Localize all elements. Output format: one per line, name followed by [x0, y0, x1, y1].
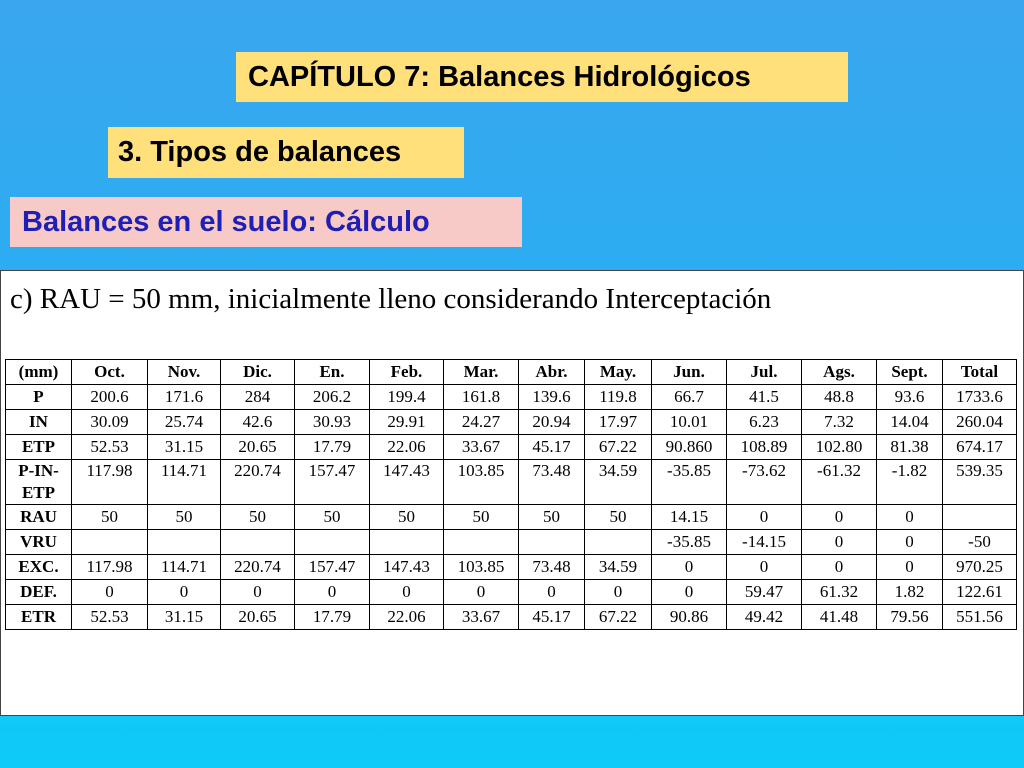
table-cell: 73.48 — [519, 460, 585, 505]
table-cell: -14.15 — [727, 530, 802, 555]
table-cell: 0 — [802, 555, 877, 580]
table-cell: 122.61 — [943, 580, 1017, 605]
row-label-text: IN — [29, 412, 48, 431]
table-cell: 33.67 — [444, 605, 519, 630]
table-cell: 1733.6 — [943, 385, 1017, 410]
table-cell: 157.47 — [295, 555, 370, 580]
table-cell: 0 — [221, 580, 295, 605]
col-header: Nov. — [148, 360, 221, 385]
col-header: (mm) — [6, 360, 72, 385]
table-cell: 90.86 — [652, 605, 727, 630]
table-cell: 17.97 — [585, 410, 652, 435]
table-cell: 206.2 — [295, 385, 370, 410]
table-cell — [370, 530, 444, 555]
row-label-text: EXC. — [18, 557, 59, 576]
row-label-text: P-IN- — [18, 461, 59, 480]
table-cell: 147.43 — [370, 460, 444, 505]
row-label-text: VRU — [20, 532, 57, 551]
table-cell: 90.860 — [652, 435, 727, 460]
table-cell — [943, 505, 1017, 530]
table-cell: 0 — [877, 530, 943, 555]
table-cell: 45.17 — [519, 435, 585, 460]
row-label-text: DEF. — [20, 582, 57, 601]
table-cell: 50 — [295, 505, 370, 530]
table-cell: 20.65 — [221, 605, 295, 630]
table-cell: 220.74 — [221, 460, 295, 505]
row-label — [6, 410, 72, 435]
table-cell: 22.06 — [370, 435, 444, 460]
table-row — [6, 435, 1017, 460]
table-cell — [519, 530, 585, 555]
table-cell: 147.43 — [370, 555, 444, 580]
table-cell: 0 — [295, 580, 370, 605]
table-cell: 10.01 — [652, 410, 727, 435]
table-cell: 30.93 — [295, 410, 370, 435]
table-cell: 17.79 — [295, 435, 370, 460]
table-row — [6, 385, 1017, 410]
table-cell — [585, 530, 652, 555]
table-cell: 34.59 — [585, 460, 652, 505]
table-cell: 49.42 — [727, 605, 802, 630]
table-cell: -73.62 — [727, 460, 802, 505]
table-cell: 41.5 — [727, 385, 802, 410]
col-header: Oct. — [72, 360, 148, 385]
table-cell: 25.74 — [148, 410, 221, 435]
table-cell: 199.4 — [370, 385, 444, 410]
table-row — [6, 555, 1017, 580]
table-cell: 50 — [519, 505, 585, 530]
col-header: Mar. — [444, 360, 519, 385]
table-cell: 7.32 — [802, 410, 877, 435]
table-cell: 0 — [802, 505, 877, 530]
table-cell: 551.56 — [943, 605, 1017, 630]
table-cell: 50 — [585, 505, 652, 530]
table-cell: 73.48 — [519, 555, 585, 580]
table-cell: 20.65 — [221, 435, 295, 460]
table-cell — [295, 530, 370, 555]
table-cell: 0 — [519, 580, 585, 605]
table-cell: 0 — [652, 580, 727, 605]
table-cell: 103.85 — [444, 460, 519, 505]
table-cell: 81.38 — [877, 435, 943, 460]
table-cell: 20.94 — [519, 410, 585, 435]
col-header: Feb. — [370, 360, 444, 385]
table-cell: 0 — [72, 580, 148, 605]
table-cell: 50 — [148, 505, 221, 530]
col-header: Jul. — [727, 360, 802, 385]
table-cell: 59.47 — [727, 580, 802, 605]
row-label — [6, 435, 72, 460]
table-cell: 48.8 — [802, 385, 877, 410]
table-cell: 50 — [72, 505, 148, 530]
table-cell — [221, 530, 295, 555]
col-header: En. — [295, 360, 370, 385]
content-panel — [0, 270, 1024, 716]
table-cell: 14.04 — [877, 410, 943, 435]
table-cell: 114.71 — [148, 555, 221, 580]
col-header: Abr. — [519, 360, 585, 385]
table-cell: 41.48 — [802, 605, 877, 630]
table-heading: c) RAU = 50 mm, inicialmente lleno considerando Interceptación — [10, 283, 772, 315]
col-header: Dic. — [221, 360, 295, 385]
table-cell — [148, 530, 221, 555]
table-cell: 0 — [802, 530, 877, 555]
col-header: Total — [943, 360, 1017, 385]
table-cell: 0 — [877, 555, 943, 580]
table-cell: -50 — [943, 530, 1017, 555]
row-label-text: ETP — [21, 437, 56, 456]
section-title: 3. Tipos de balances — [108, 127, 464, 178]
table-row — [6, 530, 1017, 555]
row-label — [6, 505, 72, 530]
table-cell: 52.53 — [72, 435, 148, 460]
table-cell: 79.56 — [877, 605, 943, 630]
row-label — [6, 605, 72, 630]
table-cell: 260.04 — [943, 410, 1017, 435]
table-cell: 171.6 — [148, 385, 221, 410]
row-label — [6, 460, 72, 505]
table-cell: 52.53 — [72, 605, 148, 630]
row-label-text: ETR — [21, 607, 56, 626]
table-cell: 33.67 — [444, 435, 519, 460]
row-label — [6, 385, 72, 410]
table-header-row — [6, 360, 1017, 385]
table-cell: 102.80 — [802, 435, 877, 460]
table-cell: 0 — [727, 505, 802, 530]
table-cell: 17.79 — [295, 605, 370, 630]
table-cell: 0 — [652, 555, 727, 580]
row-label — [6, 555, 72, 580]
table-cell: -1.82 — [877, 460, 943, 505]
table-cell: 50 — [444, 505, 519, 530]
table-row — [6, 410, 1017, 435]
row-label — [6, 580, 72, 605]
table-cell: 0 — [370, 580, 444, 605]
table-cell: 93.6 — [877, 385, 943, 410]
table-cell: 284 — [221, 385, 295, 410]
table-cell: 22.06 — [370, 605, 444, 630]
table-row — [6, 605, 1017, 630]
table-cell — [72, 530, 148, 555]
table-cell: 14.15 — [652, 505, 727, 530]
chapter-title: CAPÍTULO 7: Balances Hidrológicos — [236, 52, 848, 102]
table-cell: 31.15 — [148, 435, 221, 460]
table-cell: 29.91 — [370, 410, 444, 435]
table-cell: -35.85 — [652, 530, 727, 555]
table-cell: 6.23 — [727, 410, 802, 435]
table-cell: 117.98 — [72, 460, 148, 505]
col-header: Sept. — [877, 360, 943, 385]
table-cell: 30.09 — [72, 410, 148, 435]
table-cell: 0 — [585, 580, 652, 605]
water-balance-table — [5, 359, 1017, 630]
table-cell: 220.74 — [221, 555, 295, 580]
table-cell: 539.35 — [943, 460, 1017, 505]
row-label-text: RAU — [20, 507, 57, 526]
subsection-title: Balances en el suelo: Cálculo — [10, 197, 522, 247]
col-header: May. — [585, 360, 652, 385]
table-cell: 31.15 — [148, 605, 221, 630]
col-header: Ags. — [802, 360, 877, 385]
table-cell: 0 — [877, 505, 943, 530]
table-cell: 0 — [444, 580, 519, 605]
table-cell: 674.17 — [943, 435, 1017, 460]
table-cell — [444, 530, 519, 555]
table-cell: 970.25 — [943, 555, 1017, 580]
table-row — [6, 460, 1017, 505]
table-cell: 24.27 — [444, 410, 519, 435]
table-cell: 67.22 — [585, 605, 652, 630]
table-cell: 1.82 — [877, 580, 943, 605]
table-cell: -61.32 — [802, 460, 877, 505]
table-cell: 45.17 — [519, 605, 585, 630]
row-label — [6, 530, 72, 555]
table-cell: 67.22 — [585, 435, 652, 460]
table-cell: 0 — [148, 580, 221, 605]
table-row — [6, 580, 1017, 605]
table-cell: 61.32 — [802, 580, 877, 605]
table-cell: 42.6 — [221, 410, 295, 435]
table-cell: 108.89 — [727, 435, 802, 460]
table-cell: 103.85 — [444, 555, 519, 580]
table-cell: 0 — [727, 555, 802, 580]
table-cell: 119.8 — [585, 385, 652, 410]
table-cell: 157.47 — [295, 460, 370, 505]
table-cell: 139.6 — [519, 385, 585, 410]
table-cell: 114.71 — [148, 460, 221, 505]
table-cell: -35.85 — [652, 460, 727, 505]
table-cell: 66.7 — [652, 385, 727, 410]
table-row — [6, 505, 1017, 530]
row-label-text: ETP — [21, 483, 56, 502]
table-cell: 117.98 — [72, 555, 148, 580]
table-cell: 34.59 — [585, 555, 652, 580]
row-label-text: P — [33, 387, 44, 406]
table-cell: 200.6 — [72, 385, 148, 410]
col-header: Jun. — [652, 360, 727, 385]
table-cell: 50 — [370, 505, 444, 530]
table-cell: 161.8 — [444, 385, 519, 410]
table-cell: 50 — [221, 505, 295, 530]
